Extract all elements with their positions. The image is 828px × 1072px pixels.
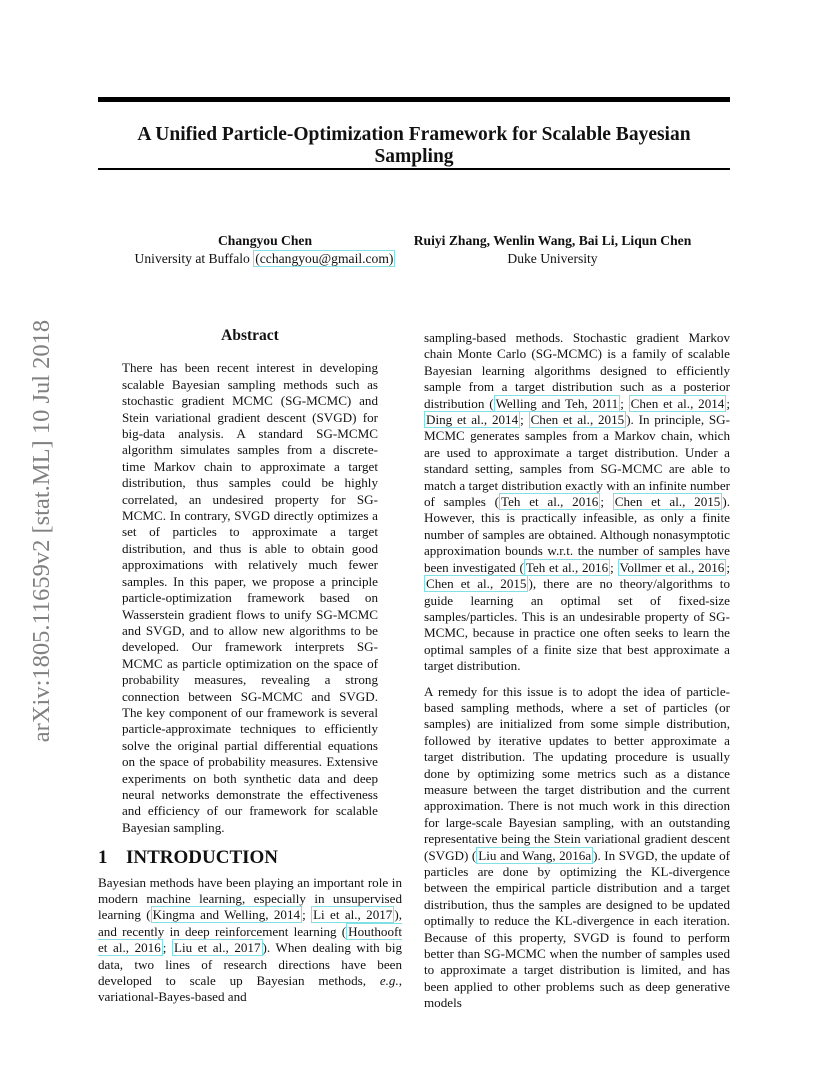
abstract-text: There has been recent interest in developing scalable Bayesian sampling methods such as stochastic gradient MCMC (SG-MCMC) and Stein variational gradient descent (SVGD) for big-data analysis. A standard SG-MCMC algorithm simulates samples from a discrete-time Markov chain to approximate a target distribution, thus samples could be highly correlated, an undesired property for SG-MCMC. In contrary, SVGD directly optimizes a set of particles to approximate a target distribution, and thus is able to obtain good approximations with relatively much fewer samples. In this paper, we propose a principle particle-optimization framework based on Wasserstein gradient flows to unify SG-MCMC and SVGD, and to allow new algorithms to be developed. Our framework interprets SG-MCMC as particle optimization on the space of probability measures, revealing a strong connection between SG-MCMC and SVGD. The key component of our framework is several particle-approximate techniques to efficiently solve the original partial differential equations on the space of probability measures. Extensive experiments on both synthetic data and deep neural networks demonstrate the effectiveness and efficiency of our framework for scalable Bayesian sampling. (122, 360, 378, 835)
title-rule-bottom (98, 168, 730, 170)
citation-link[interactable]: Welling and Teh, 2011 (495, 395, 619, 411)
text-run: ), and recently in deep reinforcement learning ( (98, 907, 402, 939)
citation-link[interactable]: Vollmer et al., 2016 (619, 559, 725, 575)
text-run: ). However, this is practically infeasible, as only a finite number of samples are obtained. Although nonasymptotic approximation bounds w.r.t. the number of samples have been investigated ( (424, 494, 730, 575)
text-run: ; (726, 395, 730, 411)
section-title: INTRODUCTION (126, 847, 279, 869)
citation-link[interactable]: Chen et al., 2014 (630, 395, 725, 411)
text-run: sampling-based methods. Stochastic gradient Markov chain Monte Carlo (SG-MCMC) is a family of scalable Bayesian learning algorithms designed to efficiently sample from a target distribution such as a posterior distribution ( (424, 330, 730, 411)
right-column (424, 330, 730, 1012)
citation-link[interactable]: Kingma and Welling, 2014 (152, 907, 301, 923)
citation-link[interactable]: Teh et al., 2016 (500, 494, 599, 510)
author-email-link[interactable]: (cchangyou@gmail.com) (255, 251, 394, 266)
citation-link[interactable]: Li et al., 2017 (313, 907, 393, 923)
text-run: Bayesian methods have been playing an important role in modern machine learning, especially in unsupervised learning ( (98, 874, 402, 923)
citation-link[interactable]: Liu and Wang, 2016a (478, 847, 592, 863)
text-run: ; (610, 559, 618, 575)
text-run: ; (620, 395, 629, 411)
text-run: ; (600, 494, 613, 510)
citation-link[interactable]: Chen et al., 2015 (614, 494, 721, 510)
author-affiliation: University at Buffalo (134, 251, 250, 266)
text-run: ). In principle, SG-MCMC generates samples from a Markov chain, which are used to approximate a target distribution. Under a standard setting, samples from SG-MCMC are able to match a target distribution exactly with an infinite number of samples ( (424, 412, 730, 510)
text-run: A remedy for this issue is to adopt the idea of particle-based sampling methods, where a set of particles (or samples) are initialized from some simple distribution, followed by iterative updates to better approximate a target distribution. The updating procedure is usually done by optimizing some metrics such as a distance measure between the target distribution and the current approximation. There is not much work in this direction for large-scale Bayesian sampling, with an outstanding representative being the Stein variational gradient descent (SVGD) ( (424, 683, 730, 863)
left-column (98, 328, 402, 1006)
author-names: Ruiyi Zhang, Wenlin Wang, Bai Li, Liqun Chen (413, 233, 692, 248)
text-run: ). When dealing with big data, two lines of research directions have been developed to scale up Bayesian methods, (98, 940, 403, 989)
text-run: ; (520, 412, 529, 428)
author-name: Changyou Chen (217, 233, 313, 248)
intro-paragraph-3 (424, 684, 730, 1012)
text-run: ; (726, 559, 730, 575)
citation-link[interactable]: Liu et al., 2017 (174, 940, 261, 956)
arxiv-stamp: arXiv:1805.11659v2 [stat.ML] 10 Jul 2018 (28, 319, 55, 743)
citation-link[interactable]: Chen et al., 2015 (530, 412, 625, 428)
section-heading-introduction (98, 847, 402, 869)
text-run: ), there are no theory/algorithms to guide learning an optimal set of fixed-size samples/particles. This is an undesirable property of SG-MCMC, because in practice one often seeks to learn the optimal samples of a finite size that best approximate a target distribution. (424, 576, 730, 674)
title-rule-top (98, 97, 730, 102)
citation-link[interactable]: Houthooft et al., 2016 (98, 923, 402, 956)
text-run: ; (302, 907, 312, 923)
author-affiliation: Duke University (507, 251, 598, 266)
paper-title: A Unified Particle-Optimization Framework for Scalable Bayesian Sampling (137, 124, 691, 167)
author-block-buffalo (130, 232, 400, 268)
abstract-heading: Abstract (221, 327, 279, 344)
text-run: ; (162, 940, 172, 956)
author-block-duke (410, 232, 695, 268)
text-run: ). In SVGD, the update of particles are done by optimizing the KL-divergence between the empirical particle distribution and a target distribution, thus the samples are designed to be updated optimally to reduce the KL-divergence in each iteration. Because of this property, SVGD is found to perform better than SG-MCMC when the number of samples used to approximate a target distribution is limited, and has been applied to other problems such as deep generative models (424, 847, 730, 1011)
citation-link[interactable]: Chen et al., 2015 (426, 576, 527, 592)
text-run: , variational-Bayes-based and (98, 973, 402, 1005)
citation-link[interactable]: Teh et al., 2016 (525, 559, 609, 575)
citation-link[interactable]: Ding et al., 2014 (426, 412, 519, 428)
section-number: 1 (98, 847, 108, 869)
text-run-italic: e.g. (379, 973, 399, 989)
intro-paragraph-2 (424, 330, 730, 675)
intro-paragraph-1 (98, 875, 402, 1006)
